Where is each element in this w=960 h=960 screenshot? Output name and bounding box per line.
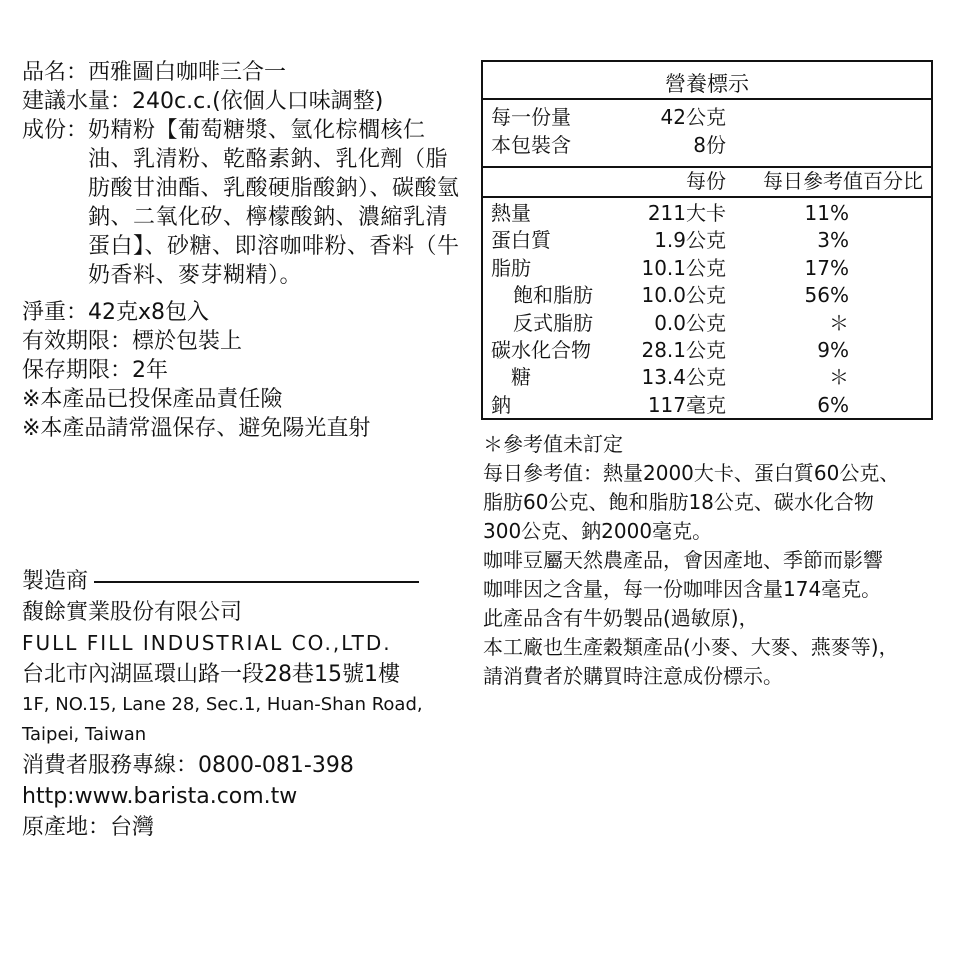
nutrient-daily-pct: 17%: [804, 255, 849, 280]
product-name-label: 品名：: [22, 60, 89, 85]
nutrient-name: 蛋白質: [491, 228, 551, 253]
nutrient-name: 碳水化合物: [491, 338, 591, 362]
coffee-note-1: 咖啡豆屬天然農產品，會因產地、季節而影響: [483, 548, 883, 572]
nutrient-daily-pct: 3%: [817, 228, 849, 253]
nutrition-table: [481, 60, 933, 420]
coffee-note-2: 咖啡因之含量，每一份咖啡因含量174毫克。: [483, 577, 882, 601]
net-weight: 淨重：42克x8包入: [22, 300, 210, 325]
nutrient-daily-pct: 9%: [817, 338, 849, 362]
water-label: 建議水量：: [22, 89, 133, 114]
nutrient-name: 脂肪: [491, 255, 531, 280]
water-row: [22, 87, 472, 116]
manufacturer-info: [22, 566, 472, 843]
address-zh: 台北市內湖區環山路一段28巷15號1樓: [22, 662, 400, 687]
allergen-note: 此產品含有牛奶製品(過敏原)，: [483, 606, 759, 630]
nutrient-value: 28.1公克: [641, 338, 726, 362]
nutrient-value: 1.9公克: [654, 228, 726, 253]
address-en-2: Taipei, Taiwan: [22, 724, 147, 745]
divider-columns: [483, 196, 931, 198]
company-en: FULL FILL INDUSTRIAL CO.,LTD.: [22, 631, 392, 655]
nutrient-value: 211大卡: [647, 201, 726, 225]
nutrient-daily-pct: 11%: [804, 201, 849, 225]
nutrient-name: 反式脂肪: [513, 310, 593, 335]
daily-ref-2: 脂肪60公克、飽和脂肪18公克、碳水化合物: [483, 490, 874, 514]
nutrient-value: 10.1公克: [641, 255, 726, 280]
serving-size-label: 每一份量: [491, 105, 571, 129]
nutrient-daily-pct: 6%: [817, 392, 849, 417]
servings-value: 8份: [693, 133, 726, 157]
divider-title: [483, 98, 931, 100]
insurance-note: ※本產品已投保產品責任險: [22, 387, 283, 412]
daily-ref-3: 300公克、鈉2000毫克。: [483, 519, 713, 543]
nutrient-name: 飽和脂肪: [513, 283, 593, 308]
col-per-serving: 每份: [686, 169, 726, 193]
nutrient-name: 熱量: [491, 201, 531, 225]
heading-divider: [94, 581, 419, 583]
ingredients-row: [22, 116, 472, 290]
nutrient-value: 13.4公克: [641, 365, 726, 390]
daily-ref-1: 每日參考值：熱量2000大卡、蛋白質60公克、: [483, 461, 900, 485]
product-info: [22, 58, 472, 443]
nutrient-name: 糖: [511, 365, 531, 390]
manufacturer-heading-row: [22, 566, 472, 597]
expiry: 有效期限：標於包裝上: [22, 329, 243, 354]
factory-note-2: 請消費者於購買時注意成份標示。: [483, 664, 783, 688]
ingredients-label: 成份：: [22, 118, 89, 143]
col-daily-pct: 每日參考值百分比: [763, 169, 923, 193]
origin: 原產地：台灣: [22, 815, 155, 840]
product-name-row: [22, 58, 472, 87]
nutrient-value: 0.0公克: [654, 310, 726, 335]
asterisk-note: ＊參考值未訂定: [483, 432, 623, 456]
nutrient-daily-pct: 56%: [804, 283, 849, 308]
nutrient-name: 鈉: [491, 392, 511, 417]
water-value: 240c.c.(依個人口味調整): [132, 89, 384, 114]
website: http:www.barista.com.tw: [22, 784, 298, 809]
serving-size-value: 42公克: [660, 105, 726, 129]
servings-label: 本包裝含: [491, 133, 571, 157]
nutrition-title: 營養標示: [665, 72, 749, 96]
factory-note-1: 本工廠也生產穀類產品(小麥、大麥、燕麥等)，: [483, 635, 899, 659]
ingredients-text: 奶精粉【葡萄糖漿、氫化棕櫚核仁油、乳清粉、乾酪素鈉、乳化劑（脂肪酸甘油酯、乳酸硬脂酸鈉）、碳酸氫鈉、二氧化矽、檸檬酸鈉、濃縮乳清蛋白】、砂糖、即溶咖啡粉、香料（牛奶香料、麥芽糊精）。: [88, 118, 460, 288]
hotline: 消費者服務專線：0800-081-398: [22, 753, 354, 778]
company-zh: 馥餘實業股份有限公司: [22, 600, 243, 625]
nutrient-daily-pct: ＊: [829, 365, 849, 390]
nutrient-value: 117毫克: [647, 392, 726, 417]
product-name: 西雅圖白咖啡三合一: [88, 60, 287, 85]
storage-note: ※本產品請常溫保存、避免陽光直射: [22, 416, 371, 441]
notes: [483, 430, 953, 691]
manufacturer-heading: 製造商: [22, 569, 89, 594]
address-en-1: 1F, NO.15, Lane 28, Sec.1, Huan-Shan Road,: [22, 694, 423, 715]
shelf-life: 保存期限：2年: [22, 358, 168, 383]
nutrient-daily-pct: ＊: [829, 310, 849, 335]
nutrient-value: 10.0公克: [641, 283, 726, 308]
